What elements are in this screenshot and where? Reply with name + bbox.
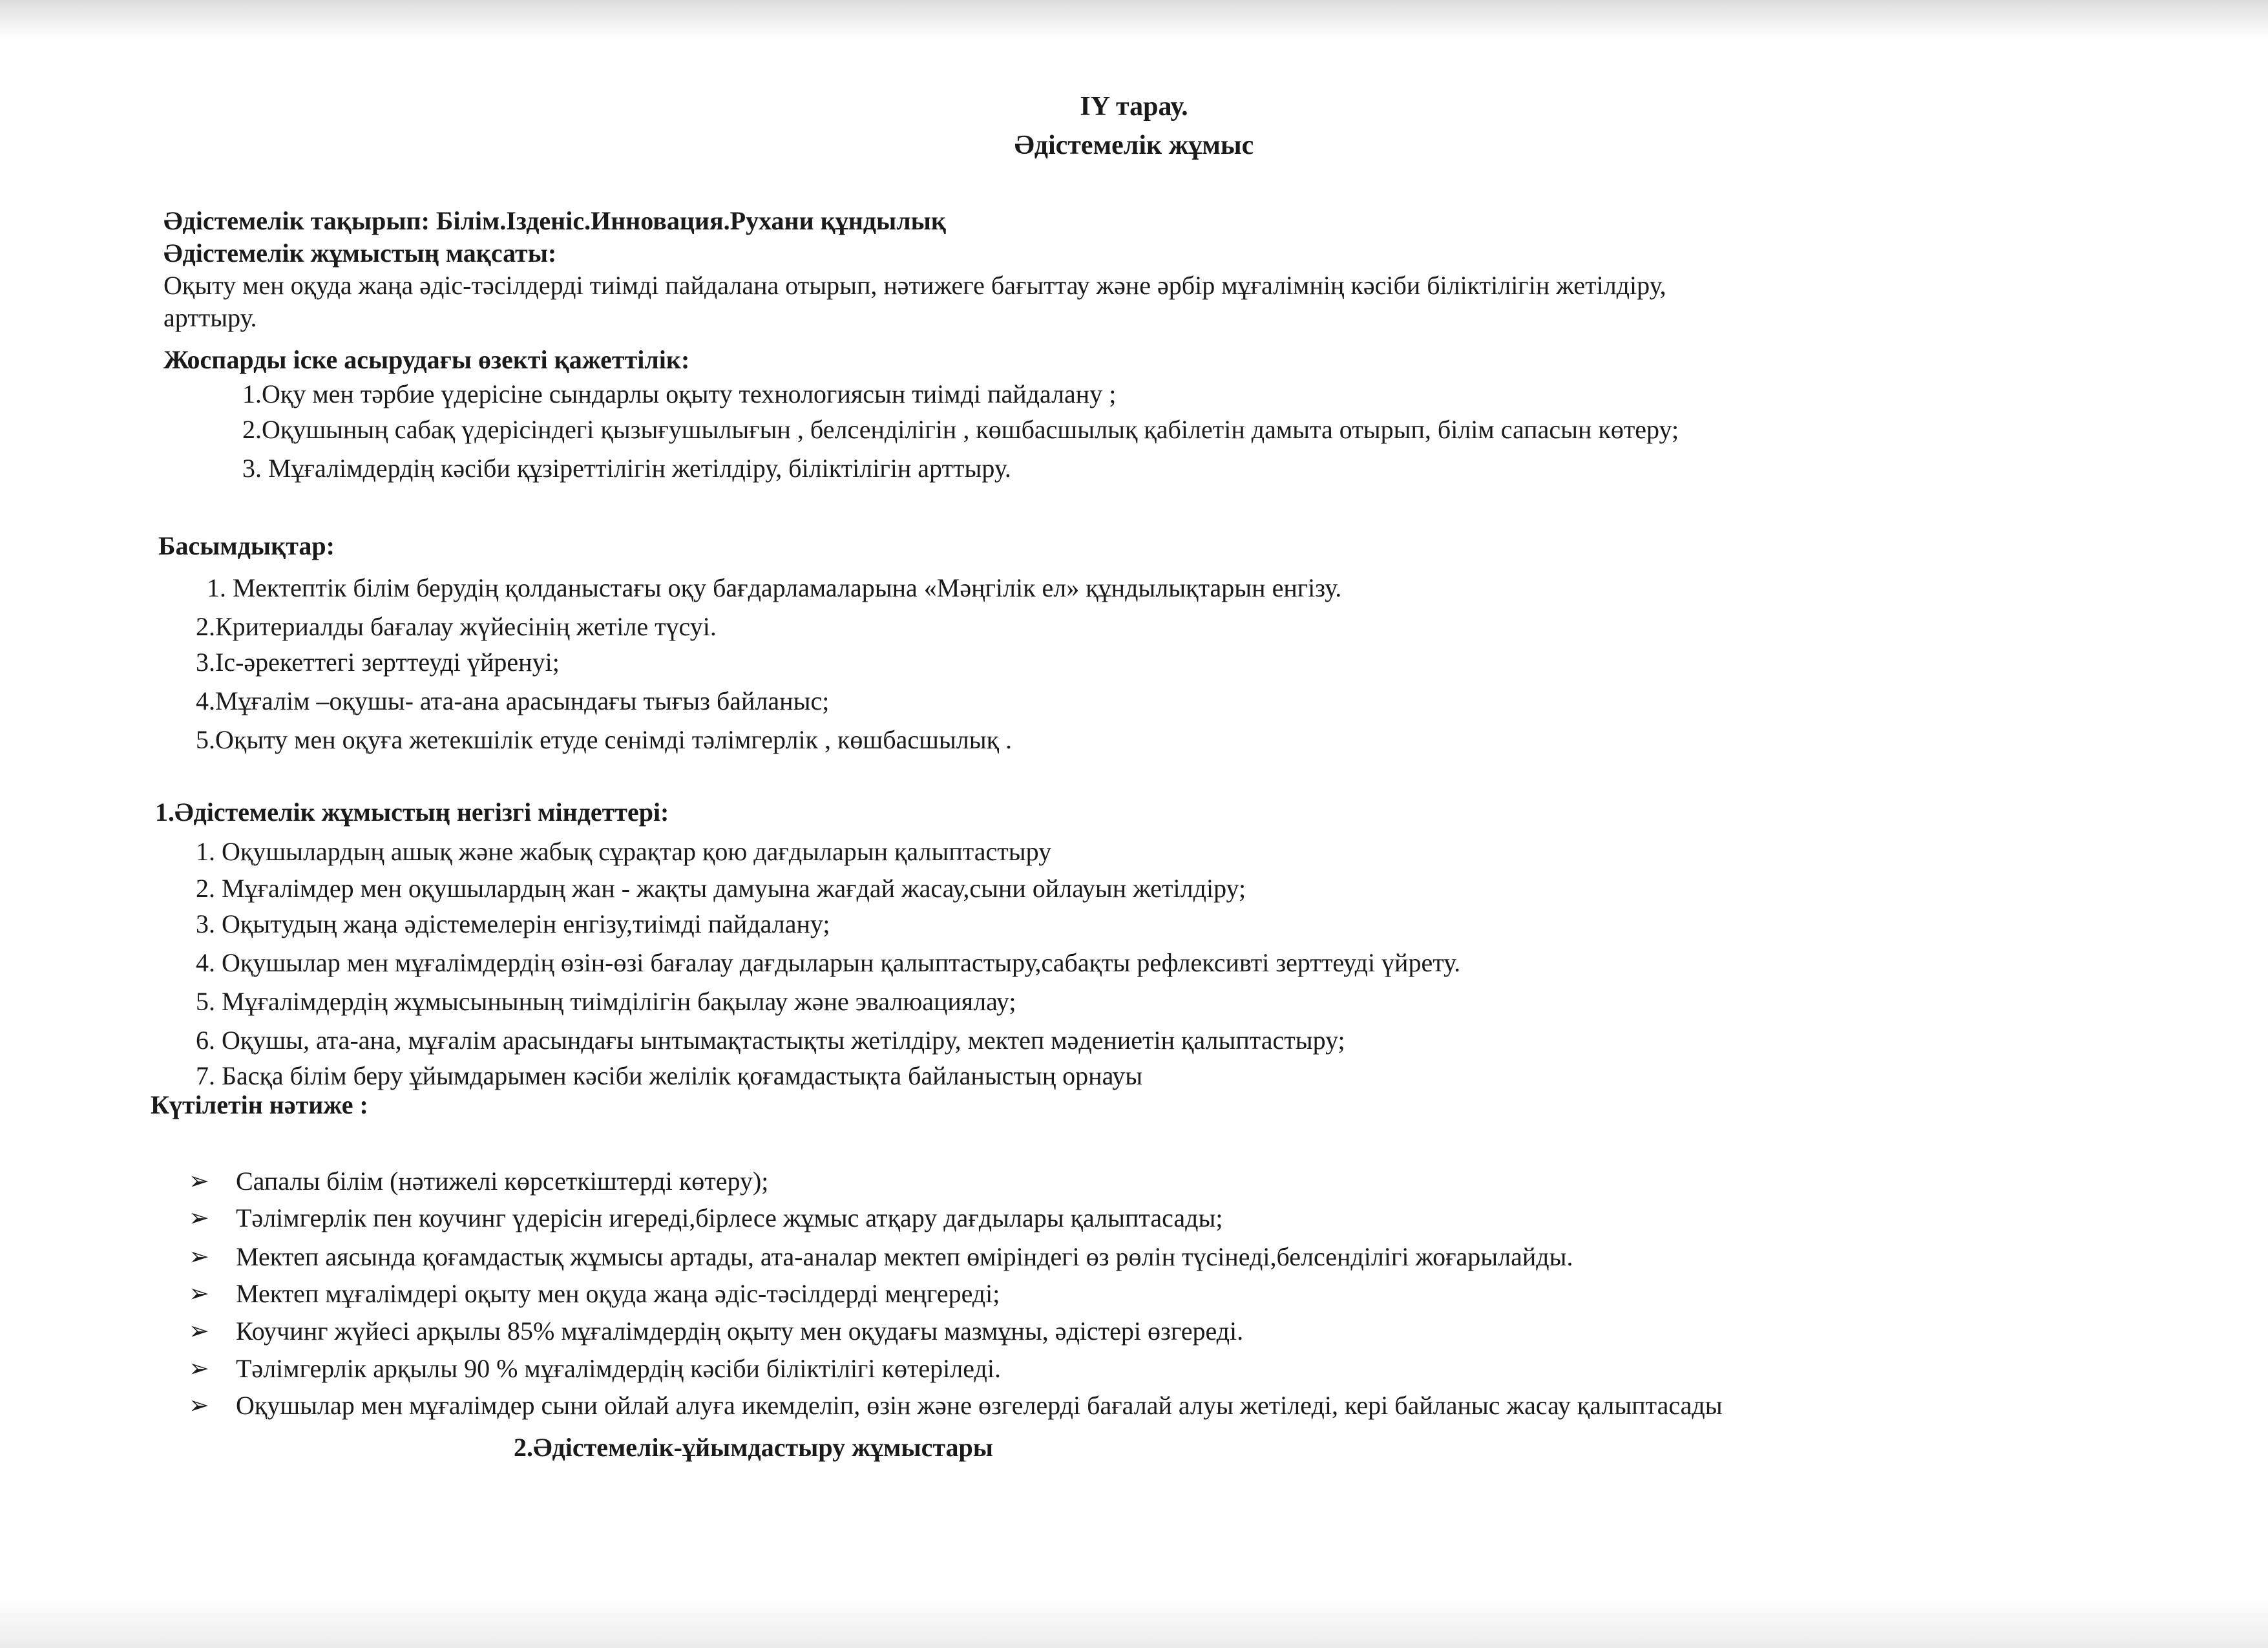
needs-heading: Жоспарды іске асырудағы өзекті қажеттілік: (163, 345, 690, 374)
goal-text-line-2: арттыру. (163, 303, 257, 332)
arrow-bullet-icon: ➢ (189, 1280, 209, 1307)
arrow-bullet-icon: ➢ (189, 1205, 209, 1232)
needs-item: 1.Оқу мен тәрбие үдерісіне сындарлы оқыту технологиясын тиімді пайдалану ; (242, 379, 1117, 408)
result-item: Мектеп мұғалімдері оқыту мен оқуда жаңа әдіс-тәсілдерді меңгереді; (236, 1279, 1000, 1308)
task-item: 5. Мұғалімдердің жұмысынының тиімділігін бақылау және эвалюациялау; (196, 987, 1016, 1016)
goal-heading: Әдістемелік жұмыстың мақсаты: (163, 238, 557, 268)
arrow-bullet-icon: ➢ (189, 1243, 209, 1271)
result-item: Коучинг жүйесі арқылы 85% мұғалімдердің оқыту мен оқудағы мазмұны, әдістері өзгереді. (236, 1316, 1244, 1346)
section-2-heading: 2.Әдістемелік-ұйымдастыру жұмыстары (514, 1433, 993, 1462)
needs-item: 2.Оқушының сабақ үдерісіндегі қызығушылығын , белсенділігін , көшбасшылық қабілетін дамыта отырып, білім сапасын көтеру; (242, 415, 1679, 444)
result-item: Сапалы білім (нәтижелі көрсеткіштерді көтеру); (236, 1167, 769, 1196)
priority-item: 1. Мектептік білім берудің қолданыстағы оқу бағдарламаларына «Мәңгілік ел» құндылықтарын енгізу. (207, 573, 1342, 602)
task-item: 6. Оқушы, ата-ана, мұғалім арасындағы ынтымақтастықты жетілдіру, мектеп мәдениетін қалыптастыру; (196, 1026, 1345, 1055)
result-item: Тәлімгерлік арқылы 90 % мұғалімдердің кәсіби біліктілігі көтеріледі. (236, 1354, 1001, 1383)
arrow-bullet-icon: ➢ (189, 1318, 209, 1345)
result-item: Тәлімгерлік пен коучинг үдерісін игереді,бірлесе жұмыс атқару дағдылары қалыптасады; (236, 1203, 1223, 1232)
task-item: 7. Басқа білім беру ұйымдарымен кәсіби желілік қоғамдастықта байланыстың орнауы (196, 1061, 1143, 1090)
goal-text-line-1: Оқыту мен оқуда жаңа әдіс-тәсілдерді тиімді пайдалана отырып, нәтижеге бағыттау және әрбір мұғалімнің кәсіби біліктілігін жетілдіру, (163, 271, 1666, 300)
result-item: Оқушылар мен мұғалімдер сыни ойлай алуға икемделіп, өзін және өзгелерді бағалай алуы жетіледі, кері байланыс жасау қалыптасады (236, 1391, 1723, 1420)
priorities-heading: Басымдықтар: (158, 531, 335, 560)
results-heading: Күтілетін нәтиже : (151, 1090, 368, 1119)
chapter-title: IY тарау. (1080, 92, 1188, 121)
page-title: Әдістемелік жұмыс (1014, 131, 1254, 160)
arrow-bullet-icon: ➢ (189, 1392, 209, 1419)
scan-shadow-top (0, 0, 2268, 39)
result-item: Мектеп аясында қоғамдастық жұмысы артады, ата-аналар мектеп өміріндегі өз рөлін түсінеді,белсенділігі жоғарылайды. (236, 1242, 1573, 1271)
task-item: 4. Оқушылар мен мұғалімдердің өзін-өзі бағалау дағдыларын қалыптастыру,сабақты рефлексивті зерттеуді үйрету. (196, 948, 1461, 977)
task-item: 2. Мұғалімдер мен оқушылардың жан - жақты дамуына жағдай жасау,сыни ойлауын жетілдіру; (196, 874, 1246, 903)
task-item: 1. Оқушылардың ашық және жабық сұрақтар қою дағдыларын қалыптастыру (196, 837, 1052, 866)
priority-item: 3.Іс-әрекеттегі зерттеуді үйренуі; (196, 648, 560, 677)
task-item: 3. Оқытудың жаңа әдістемелерін енгізу,тиімді пайдалану; (196, 909, 830, 938)
priority-item: 4.Мұғалім –оқушы- ата-ана арасындағы тығыз байланыс; (196, 686, 830, 715)
arrow-bullet-icon: ➢ (189, 1168, 209, 1195)
arrow-bullet-icon: ➢ (189, 1355, 209, 1382)
needs-item: 3. Мұғалімдердің кәсіби құзіреттілігін жетілдіру, біліктілігін арттыру. (242, 454, 1011, 483)
priority-item: 5.Оқыту мен оқуға жетекшілік етуде сенімді тәлімгерлік , көшбасшылық . (196, 725, 1013, 754)
methodical-theme: Әдістемелік тақырып: Білім.Ізденіс.Инновация.Рухани құндылық (163, 206, 946, 235)
priority-item: 2.Критериалды бағалау жүйесінің жетіле түсуі. (196, 612, 717, 641)
tasks-heading: 1.Әдістемелік жұмыстың негізгі міндеттері: (155, 798, 669, 827)
scan-shadow-bottom (0, 1596, 2268, 1648)
